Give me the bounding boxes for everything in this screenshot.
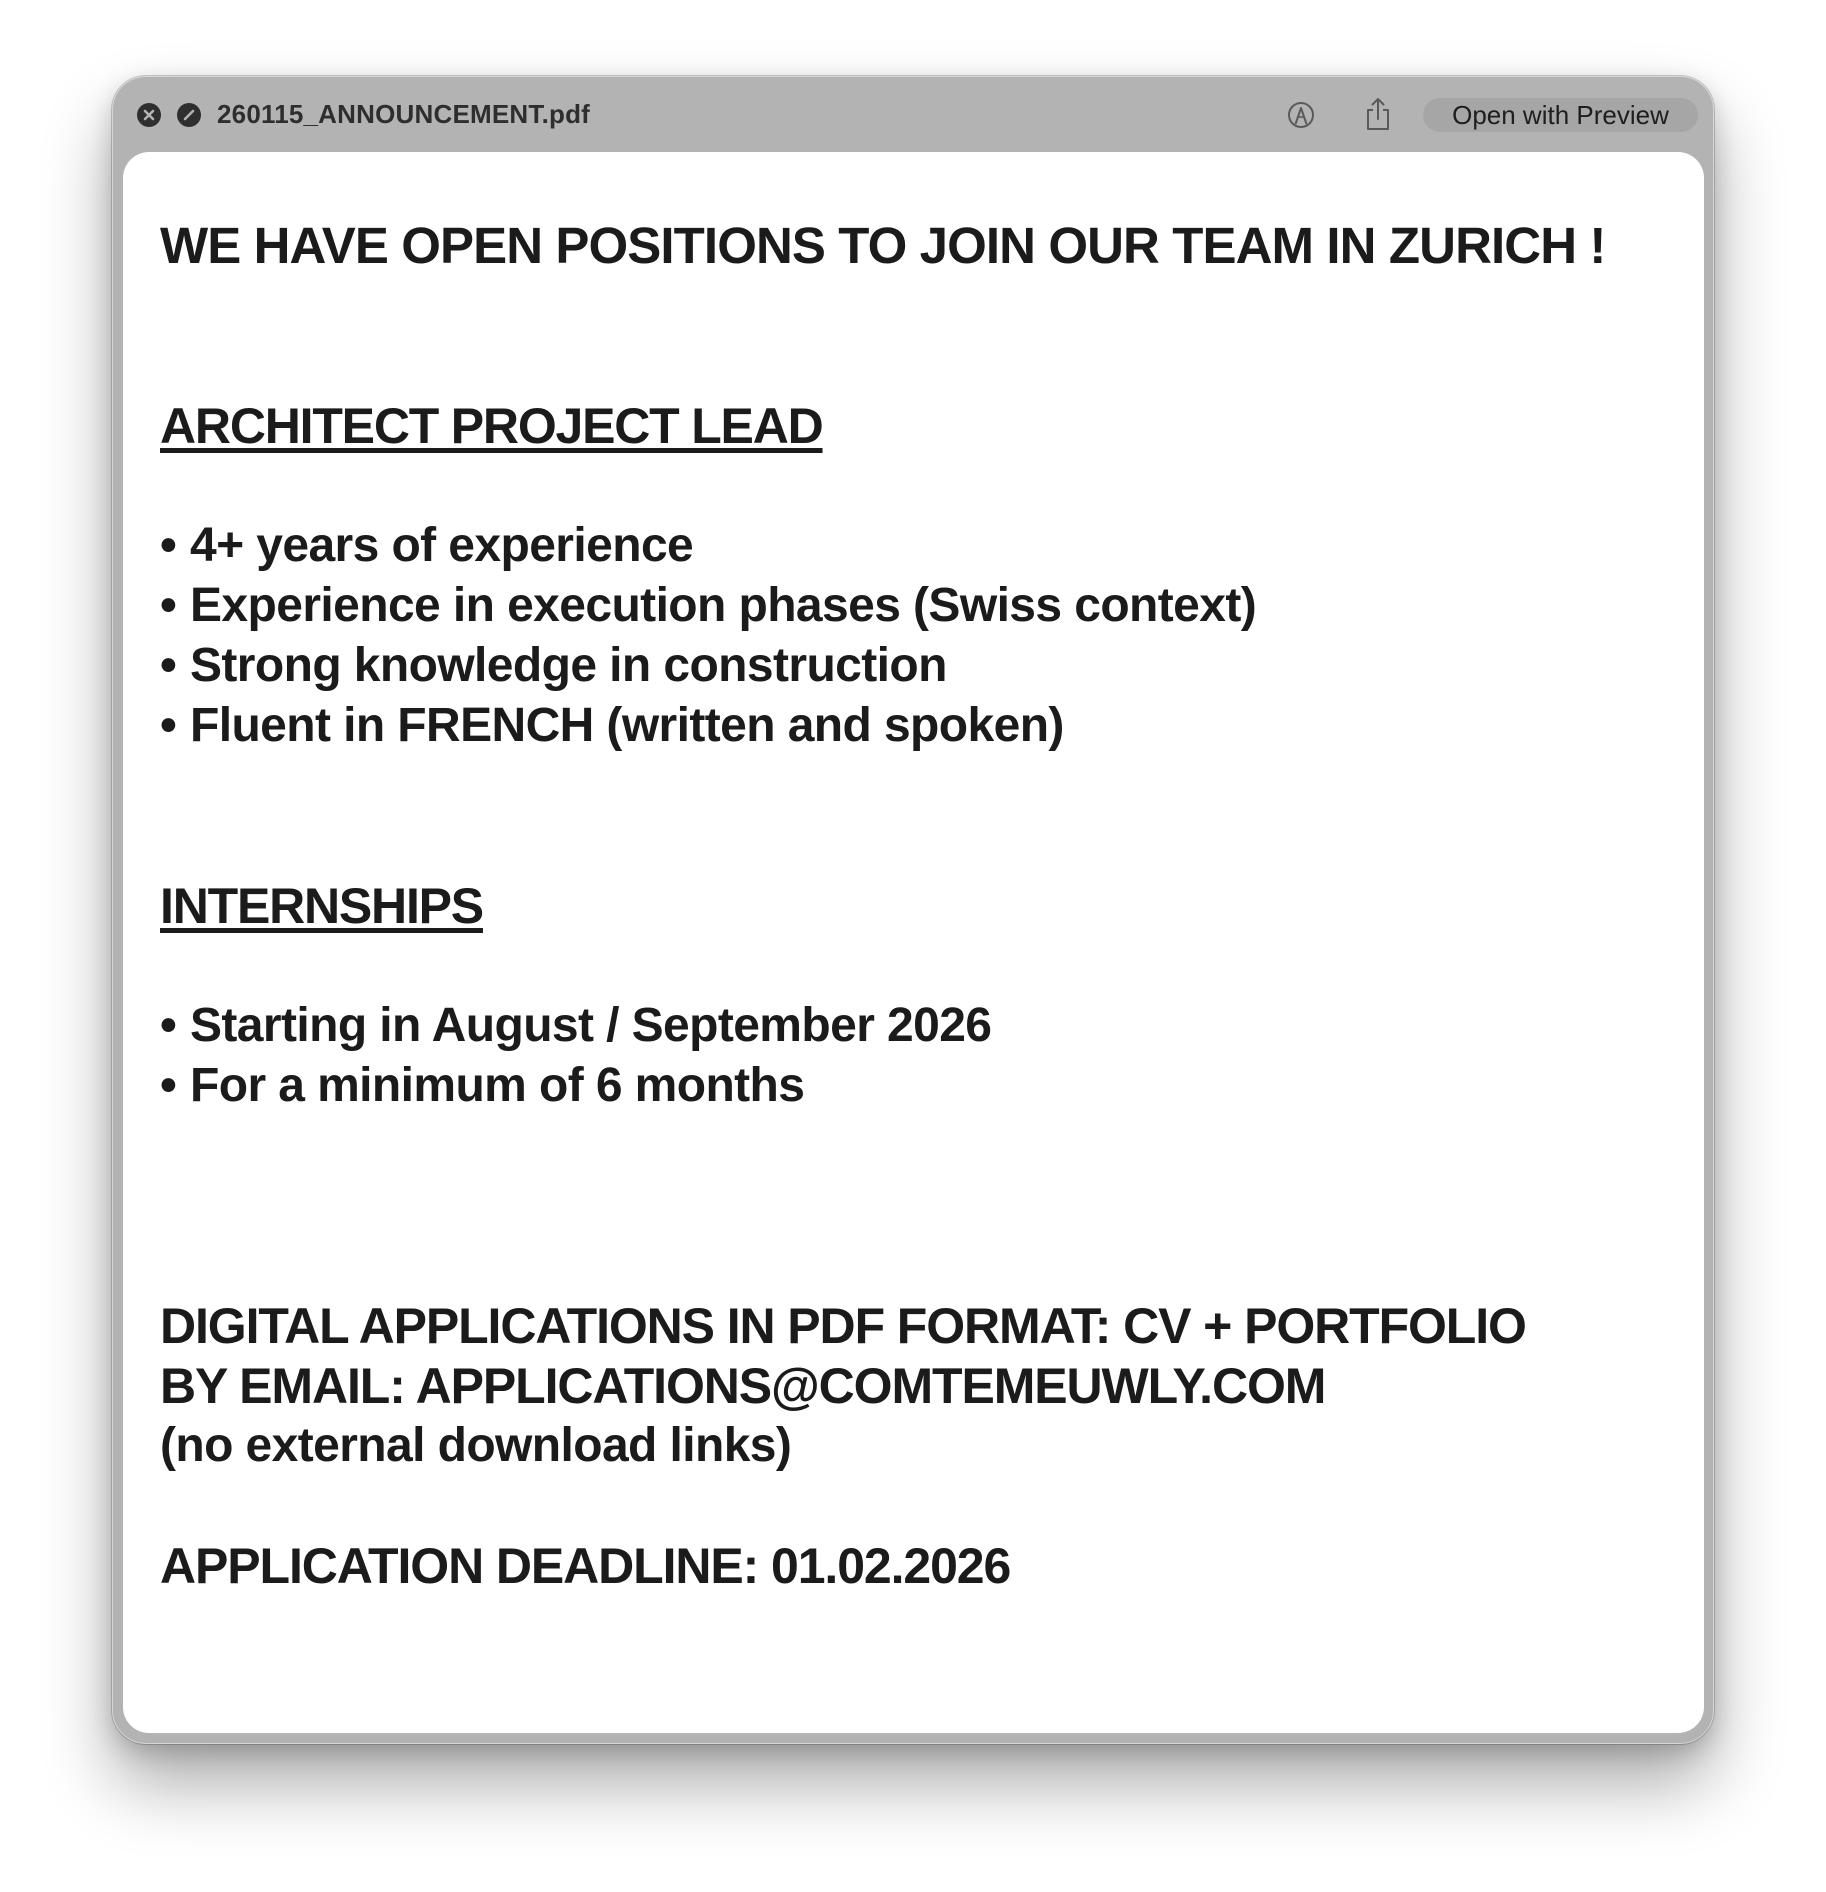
quicklook-window bbox=[112, 76, 1714, 1744]
blank-line bbox=[160, 276, 1684, 336]
bullet-text: Starting in August / September 2026 bbox=[190, 999, 992, 1052]
blank-line bbox=[160, 816, 1684, 876]
bullet-icon: • bbox=[160, 579, 177, 632]
blank-line bbox=[160, 1116, 1684, 1176]
share-icon[interactable] bbox=[1364, 96, 1392, 132]
bullet-icon: • bbox=[160, 519, 177, 572]
bullet-icon: • bbox=[160, 639, 177, 692]
list-item bbox=[160, 636, 1684, 696]
bullet-text: 4+ years of experience bbox=[190, 519, 694, 572]
bullet-text: Fluent in FRENCH (written and spoken) bbox=[190, 699, 1064, 752]
document-content bbox=[160, 216, 1684, 1596]
blank-line bbox=[160, 756, 1684, 816]
application-email: BY EMAIL: APPLICATIONS@COMTEMEUWLY.COM bbox=[160, 1358, 1326, 1414]
bullet-icon: • bbox=[160, 999, 177, 1052]
blank-line bbox=[160, 456, 1684, 516]
pdf-page bbox=[123, 152, 1704, 1733]
headline: WE HAVE OPEN POSITIONS TO JOIN OUR TEAM IN ZURICH ! bbox=[160, 217, 1606, 274]
bullet-text: Experience in execution phases (Swiss context) bbox=[190, 579, 1257, 632]
fullscreen-icon[interactable] bbox=[177, 103, 201, 127]
blank-line bbox=[160, 1176, 1684, 1236]
bullet-text: For a minimum of 6 months bbox=[190, 1059, 805, 1112]
list-item bbox=[160, 1056, 1684, 1116]
blank-line bbox=[160, 336, 1684, 396]
application-format: DIGITAL APPLICATIONS IN PDF FORMAT: CV + PORTFOLIO bbox=[160, 1298, 1526, 1354]
application-deadline: APPLICATION DEADLINE: 01.02.2026 bbox=[160, 1538, 1011, 1594]
list-item bbox=[160, 696, 1684, 756]
bullet-icon: • bbox=[160, 1059, 177, 1112]
application-note: (no external download links) bbox=[160, 1419, 792, 1472]
list-item bbox=[160, 516, 1684, 576]
list-item bbox=[160, 996, 1684, 1056]
window-title: 260115_ANNOUNCEMENT.pdf bbox=[217, 99, 591, 129]
close-icon[interactable] bbox=[137, 103, 161, 127]
list-item bbox=[160, 576, 1684, 636]
section-title-internships: INTERNSHIPS bbox=[160, 878, 483, 934]
bullet-icon: • bbox=[160, 699, 177, 752]
titlebar bbox=[113, 77, 1713, 153]
section-title-architect: ARCHITECT PROJECT LEAD bbox=[160, 398, 823, 454]
bullet-text: Strong knowledge in construction bbox=[190, 639, 947, 692]
open-with-preview-button[interactable]: Open with Preview bbox=[1423, 98, 1698, 132]
blank-line bbox=[160, 1476, 1684, 1536]
blank-line bbox=[160, 1236, 1684, 1296]
markup-icon[interactable] bbox=[1286, 100, 1316, 130]
blank-line bbox=[160, 936, 1684, 996]
